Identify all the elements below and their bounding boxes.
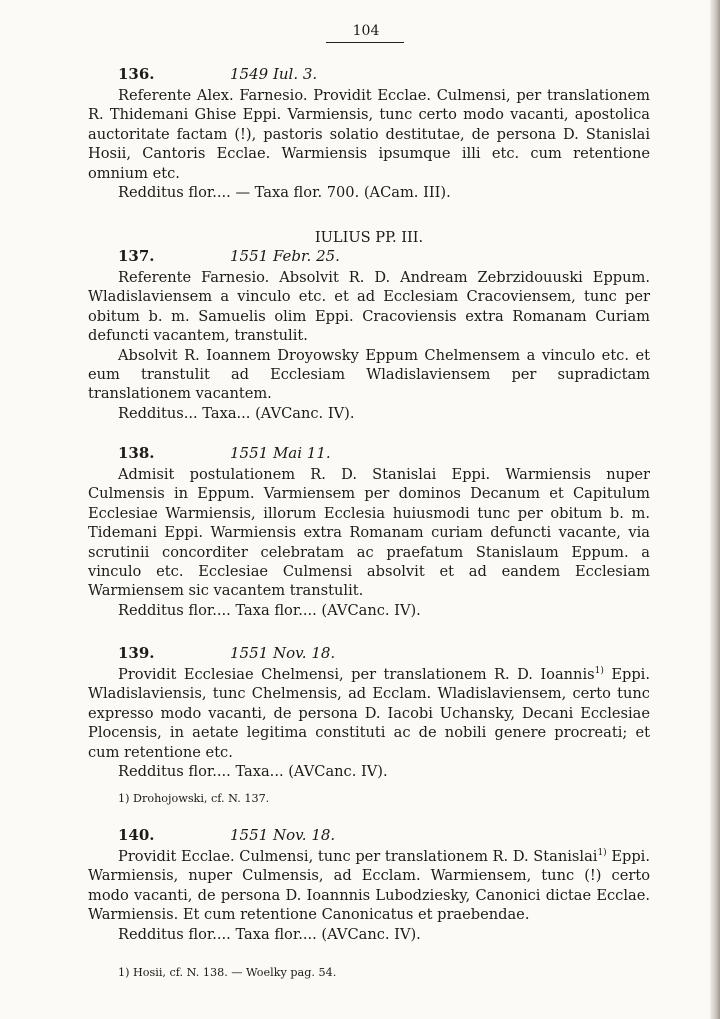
entry-140 [88,826,650,944]
entry-number: 140. [118,826,155,844]
entry-number: 136. [118,65,155,83]
entry-text [88,665,650,762]
footnote-139: 1) Drohojowski, cf. N. 137. [118,792,270,805]
entry-date: 1551 Nov. 18. [230,644,336,662]
entry-text: Referente Farnesio. Absolvit R. D. Andream Zebrzidouuski Eppum. Wladislaviensem a vinculo etc. et ad Ecclesiam Cracoviensem, tunc per obitum b. m. Samuelis olim Eppi. Cracoviensis extra Romanam Curiam defuncti vacantem, transtulit. [88,269,650,345]
entry-number: 137. [118,247,155,265]
entry-text-a: Providit Ecclesiae Chelmensi, per translationem R. D. Ioannis [118,666,595,683]
entry-date: 1549 Iul. 3. [230,65,318,83]
entry-number: 138. [118,444,155,462]
entry-date: 1551 Nov. 18. [230,826,336,844]
entry-date: 1551 Mai 11. [230,444,331,462]
footnote-mark: 1) [597,848,607,859]
entry-139 [88,644,650,781]
entry-redditus: Redditus flor.... Taxa flor.... (AVCanc. IV). [118,925,421,943]
entry-text-a: Providit Ecclae. Culmensi, tunc per translationem R. D. Stanislai [118,848,598,865]
entry-136 [88,65,650,202]
entry-number: 139. [118,644,155,662]
entry-text-b: Eppi. Warmiensis, nuper Culmensis, ad Ecclam. Warmiensem, tunc (!) certo modo vacanti, de persona D. Ioannnis Lubodziesky, Canonici dictae Ecclae. Warmiensis. Et cum retentione Canonicatus et praebendae. [88,848,650,924]
entry-redditus: Redditus... Taxa... (AVCanc. IV). [118,404,355,422]
entry-date: 1551 Febr. 25. [230,247,340,265]
entry-text: Referente Alex. Farnesio. Providit Ecclae. Culmensi, per translationem R. Thidemani Ghise Eppi. Varmiensis, tunc certo modo vacanti, apostolica auctoritate factam (!), pastoris solatio destitutae, de persona D. Stanislai Hosii, Cantoris Ecclae. Warmiensis ipsumque illi etc. cum retentione omnium etc. [88,87,650,182]
page-edge-shadow [710,0,720,1019]
page-number: 104 [352,23,380,39]
entry-137 [88,247,650,423]
footnote-mark: 1) [594,666,604,677]
entry-text-2: Absolvit R. Ioannem Droyowsky Eppum Chelmensem a vinculo etc. et eum transtulit ad Ecclesiam Wladislaviensem per supradictam translationem vacantem. [88,346,650,403]
entry-text-b: Eppi. Wladislaviensis, tunc Chelmensis, ad Ecclam. Wladislaviensem, certo tunc expresso modo vacanti, de persona D. Iacobi Uchansky, Decani Ecclesiae Plocensis, in aetate legitima constituti ac de nobili genere procreati; et cum retentione etc. [88,666,650,761]
section-title: IULIUS PP. III. [314,229,424,246]
entry-redditus: Redditus flor.... — Taxa flor. 700. (ACam. III). [118,184,451,202]
entry-text [88,847,650,925]
entry-redditus: Redditus flor.... Taxa... (AVCanc. IV). [118,763,388,781]
header-rule [326,42,404,43]
entry-138 [88,444,650,620]
entry-redditus: Redditus flor.... Taxa flor.... (AVCanc. IV). [118,601,421,619]
footnote-140: 1) Hosii, cf. N. 138. — Woelky pag. 54. [118,966,337,979]
entry-text: Admisit postulationem R. D. Stanislai Eppi. Warmiensis nuper Culmensis in Eppum. Varmiensem per dominos Decanum et Capitulum Ecclesiae Warmiensis, illorum Ecclesia huiusmodi tunc per obitum b. m. Tidemani Eppi. Warmiensis extra Romanam curiam defuncti vacante, via scrutinii concorditer celebratam ac praefatum Stanislaum Eppum. a vinculo etc. Ecclesiae Culmensi absolvit et ad eandem Ecclesiam Warmiensem sic vacantem transtulit. [88,466,650,600]
